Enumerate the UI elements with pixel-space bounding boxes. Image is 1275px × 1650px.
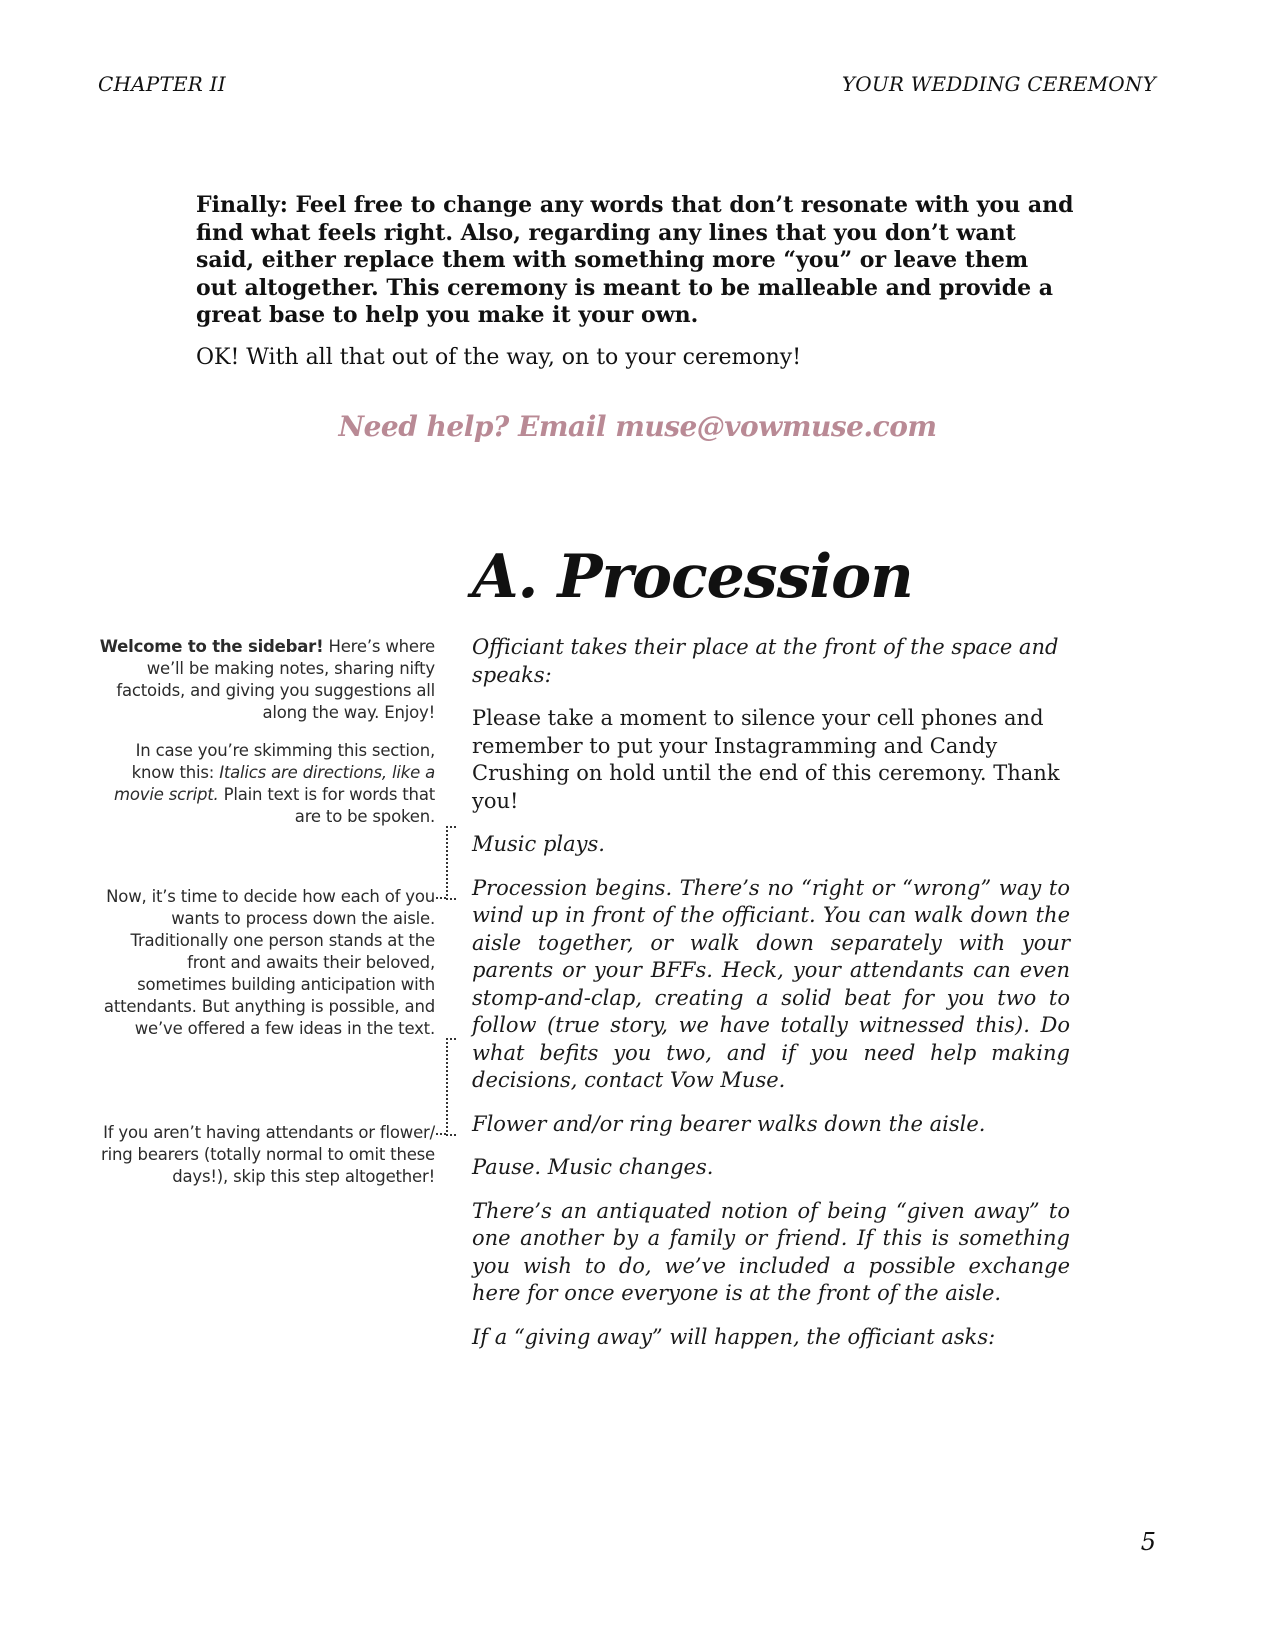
spoken-paragraph: Please take a moment to silence your cell phones and remember to put your Instagramming and Candy Crushing on hold until the end of this ceremony. Thank you! xyxy=(472,706,1060,813)
section-title: A. Procession xyxy=(472,542,913,612)
direction-paragraph: Procession begins. There’s no “right or “wrong” way to wind up in front of the officiant. You can walk down the aisle together, or walk down separately with your parents or your BFFs. Heck, your attendants can even stomp-and-clap, creating a solid beat for you two to follow (true story, we have totally witnessed this). Do what befits you two, and if you need help making decisions, contact Vow Muse. xyxy=(472,875,1070,1092)
intro-block xyxy=(196,192,1076,372)
sidebar-note-text: Here’s where we’ll be making notes, sharing nifty factoids, and giving you suggestions all along the way. Enjoy! xyxy=(116,637,435,722)
sidebar-note-italics xyxy=(95,740,435,840)
page-number: 5 xyxy=(1140,1528,1156,1556)
help-email-line[interactable]: Need help? Email muse@vowmuse.com xyxy=(338,410,937,443)
main-text-column xyxy=(472,634,1070,1367)
connector-bracket xyxy=(446,826,456,900)
sidebar-note-attendants xyxy=(95,1122,435,1200)
direction-paragraph: Music plays. xyxy=(472,832,605,856)
direction-paragraph: Pause. Music changes. xyxy=(472,1155,714,1179)
intro-bold-paragraph: Finally: Feel free to change any words that don’t resonate with you and find what feels right. Also, regarding any lines that you don’t want said, either replace them with something more “you” or leave them out altogether. This ceremony is meant to be malleable and provide a great base to help you make it your own. xyxy=(196,192,1074,328)
connector-tick xyxy=(436,897,446,899)
sidebar-note-text: In case you’re skimming this section, know this: xyxy=(131,741,435,782)
sidebar-note-bold: Welcome to the sidebar! xyxy=(99,637,324,656)
direction-paragraph: Flower and/or ring bearer walks down the aisle. xyxy=(472,1111,986,1136)
sidebar-note-text: If you aren’t having attendants or flower/ ring bearers (totally normal to omit these days!), skip this step altogether! xyxy=(101,1123,435,1186)
intro-plain-paragraph: OK! With all that out of the way, on to your ceremony! xyxy=(196,344,802,370)
direction-paragraph: There’s an antiquated notion of being “given away” to one another by a family or friend. If this is something you wish to do, we’ve included a possible exchange here for once everyone is at the front of the aisle. xyxy=(472,1198,1070,1305)
running-head-chapter: CHAPTER II xyxy=(98,72,226,96)
sidebar-note-text: Plain text is for words that are to be spoken. xyxy=(218,785,435,826)
connector-tick xyxy=(436,1133,446,1135)
direction-paragraph: Officiant takes their place at the front of the space and speaks: xyxy=(472,635,1059,687)
sidebar-note-process xyxy=(95,886,435,1052)
direction-paragraph: If a “giving away” will happen, the officiant asks: xyxy=(472,1324,996,1349)
sidebar-note-text: Now, it’s time to decide how each of you wants to process down the aisle. Traditionally one person stands at the front and awaits their beloved, sometimes building anticipation with attendants. But anything is possible, and we’ve offered a few ideas in the text. xyxy=(103,887,435,1038)
running-head-section: YOUR WEDDING CEREMONY xyxy=(841,72,1156,96)
connector-bracket xyxy=(446,1038,456,1136)
sidebar-note-italic: Italics are directions, like a movie script. xyxy=(114,763,435,804)
sidebar-note-welcome xyxy=(95,636,435,736)
